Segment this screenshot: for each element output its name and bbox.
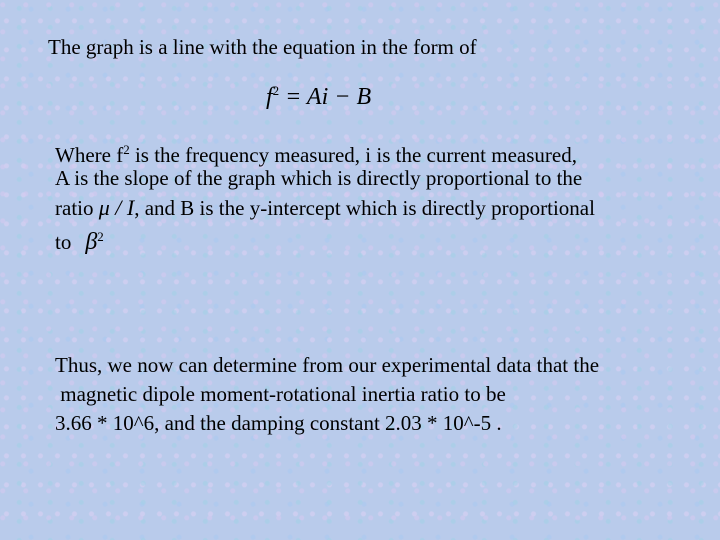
ratio-symbol: μ / I [98, 195, 135, 220]
equation-lhs: f [266, 84, 273, 110]
equation-exponent: 2 [272, 83, 280, 98]
definitions-paragraph [55, 135, 595, 255]
conclusion-line-1: Thus, we now can determine from our experimental data that the [55, 353, 600, 377]
equation-rhs: = Ai − B [285, 84, 372, 110]
definitions-line-1 [55, 135, 595, 167]
conclusion-paragraph [55, 351, 599, 438]
definitions-line-3-after: , and B is the y-intercept which is directly proportional [134, 196, 595, 220]
definitions-line-1-after: is the frequency measured, i is the current measured, [129, 143, 577, 167]
frequency-exponent: 2 [123, 142, 130, 157]
equation [266, 83, 371, 111]
intro-text: The graph is a line with the equation in the form of [48, 35, 477, 59]
definitions-line-4 [55, 222, 595, 255]
definitions-line-3-before: ratio [55, 196, 94, 220]
definitions-line-1-before: Where f [55, 143, 124, 167]
definitions-line-2: A is the slope of the graph which is directly proportional to the [55, 166, 583, 190]
conclusion-line-2: magnetic dipole moment-rotational inertia ratio to be [55, 382, 506, 406]
beta-exponent: 2 [97, 229, 104, 244]
definitions-line-4-text: to [55, 230, 72, 254]
definitions-line-3 [55, 193, 595, 222]
beta-symbol: β [85, 229, 98, 255]
conclusion-line-3: 3.66 * 10^6, and the damping constant 2.03 * 10^-5 . [55, 411, 502, 435]
